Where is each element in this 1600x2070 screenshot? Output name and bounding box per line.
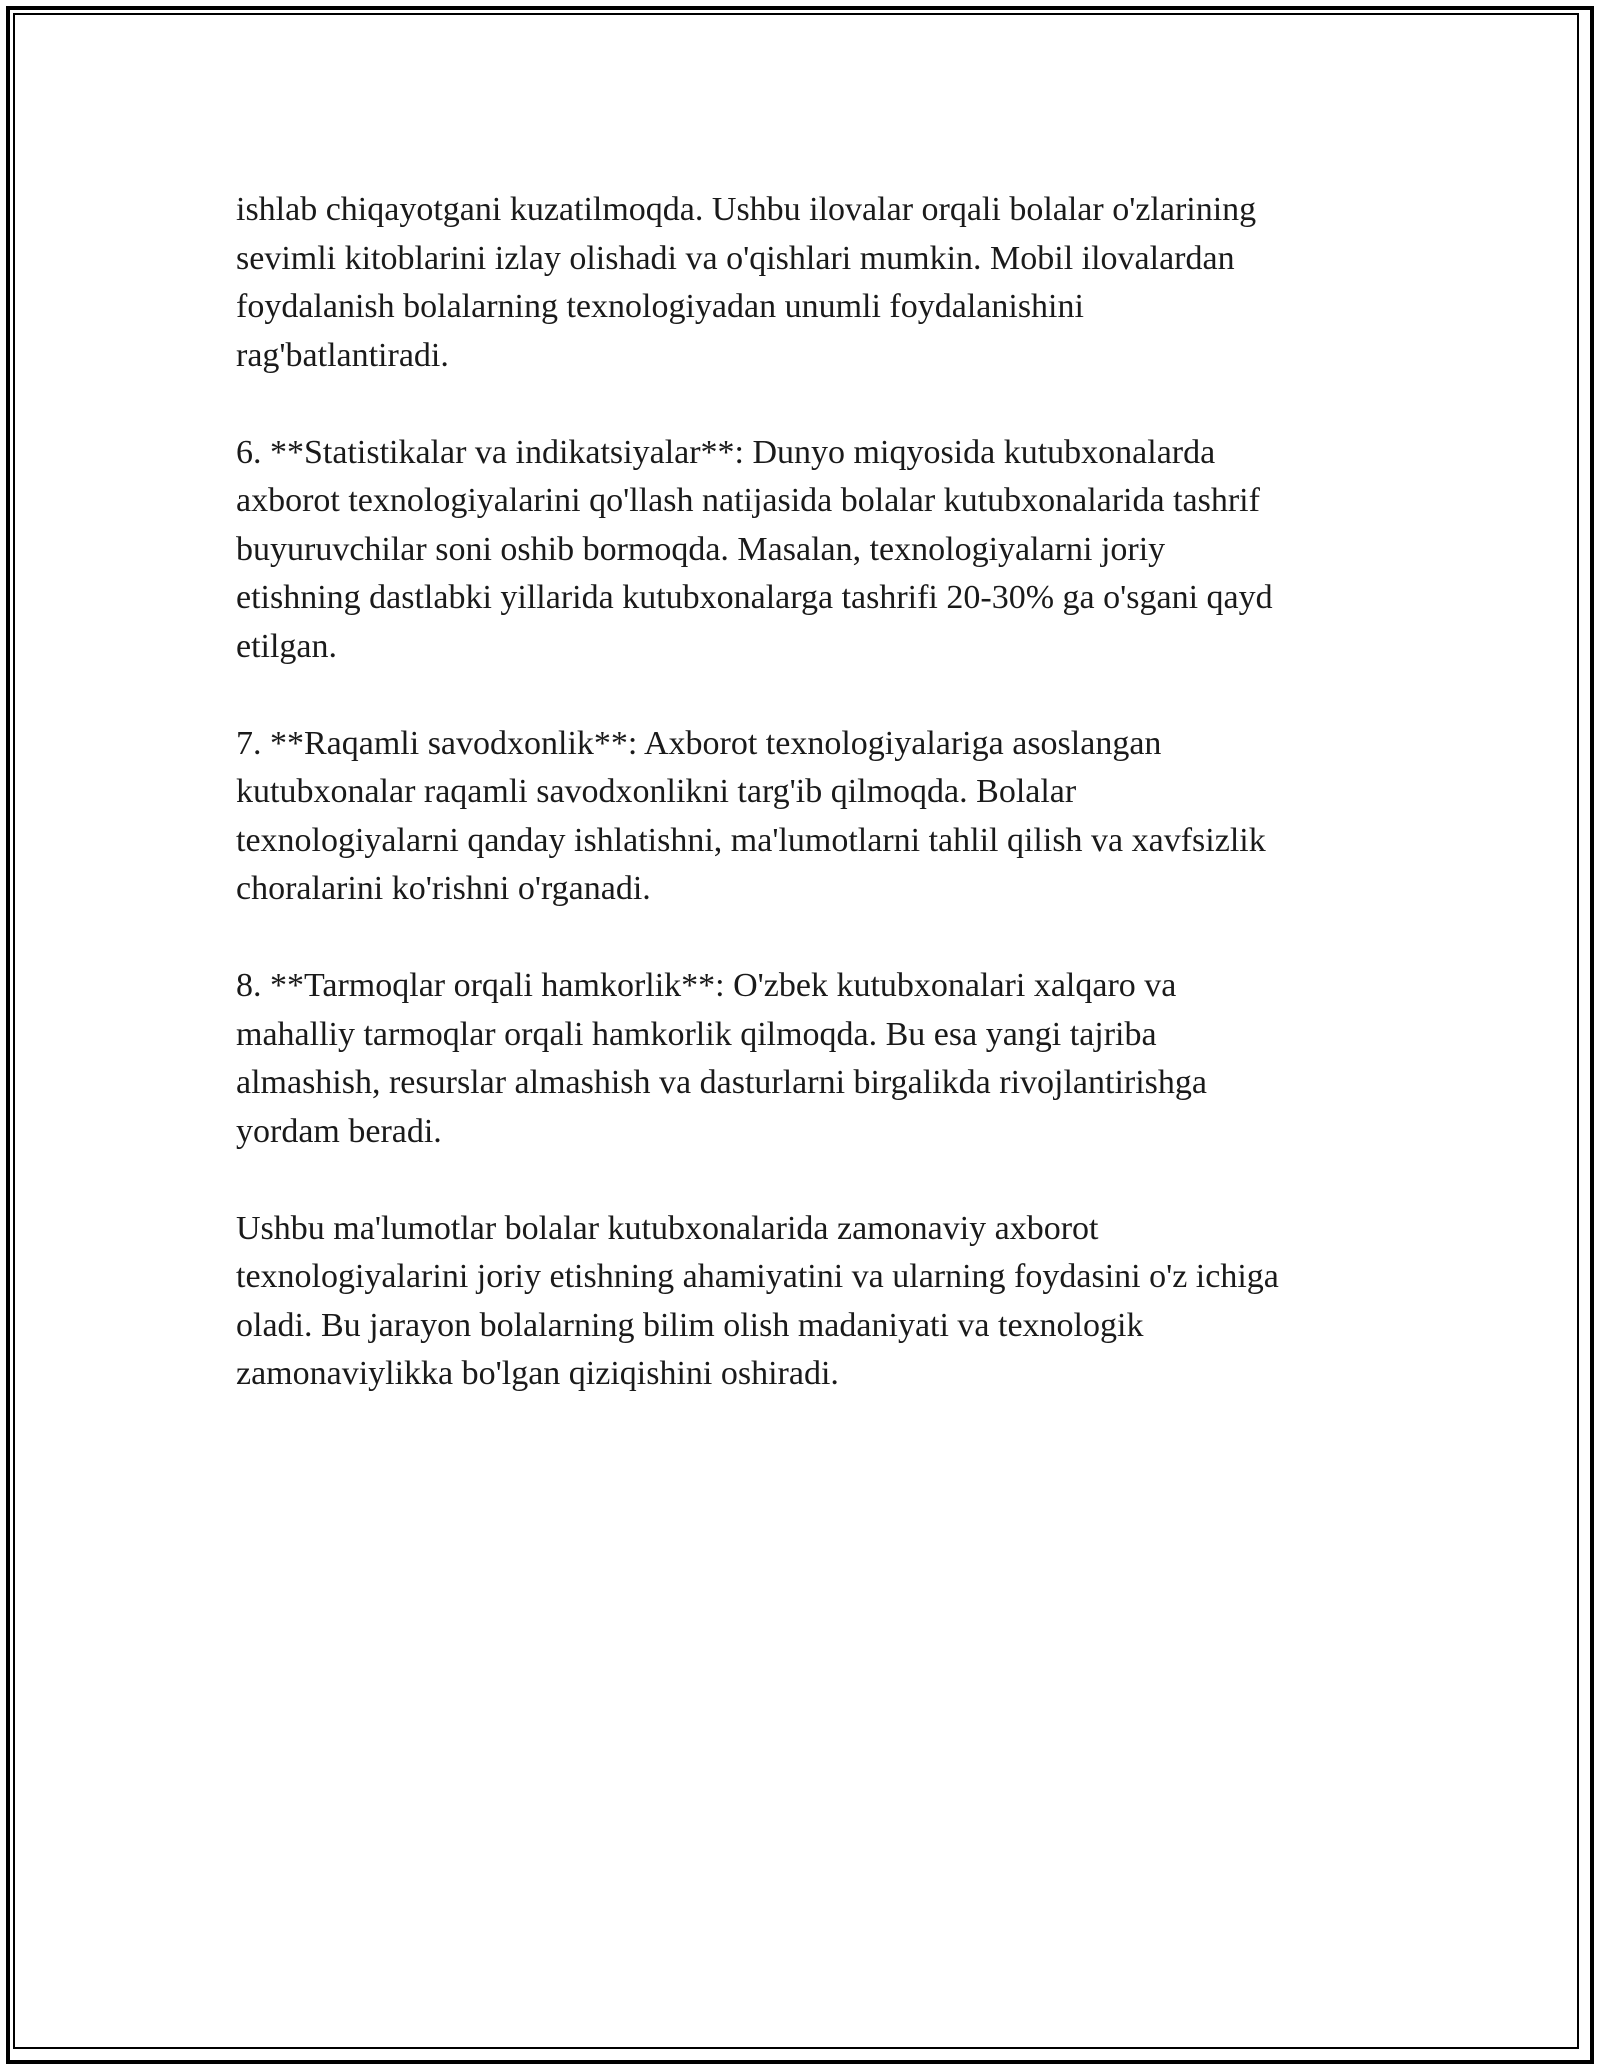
paragraph-network-cooperation: 8. **Tarmoqlar orqali hamkorlik**: O'zbek kutubxonalari xalqaro va mahalliy tarmoqlar orqali hamkorlik qilmoqda. Bu esa yangi tajriba almashish, resurslar almashish va dasturlarni birgalikda rivojlantirishga yordam beradi.: [236, 967, 1207, 1150]
paragraph-digital-literacy: 7. **Raqamli savodxonlik**: Axborot texnologiyalariga asoslangan kutubxonalar raqamli savodxonlikni targ'ib qilmoqda. Bolalar texnologiyalarni qanday ishlatishni, ma'lumotlarni tahlil qilish va xavfsizlik choralarini ko'rishni o'rganadi.: [236, 724, 1266, 907]
document-body: [236, 186, 1366, 1447]
paragraph-statistics: 6. **Statistikalar va indikatsiyalar**: Dunyo miqyosida kutubxonalarda axborot texnologiyalarini qo'llash natijasida bolalar kutubxonalarida tashrif buyuruvchilar soni oshib bormoqda. Masalan, texnologiyalarni joriy etishning dastlabki yillarida kutubxonalarga tashrifi 20-30% ga o'sgani qayd etilgan.: [236, 433, 1273, 665]
paragraph-conclusion: Ushbu ma'lumotlar bolalar kutubxonalarida zamonaviy axborot texnologiyalarini joriy etishning ahamiyatini va ularning foydasini o'z ichiga oladi. Bu jarayon bolalarning bilim olish madaniyati va texnologik zamonaviylikka bo'lgan qiziqishini oshiradi.: [236, 1209, 1279, 1392]
paragraph-mobile-apps: ishlab chiqayotgani kuzatilmoqda. Ushbu ilovalar orqali bolalar o'zlarining sevimli kitoblarini izlay olishadi va o'qishlari mumkin. Mobil ilovalardan foydalanish bolalarning texnologiyadan unumli foydalanishini rag'batlantiradi.: [236, 191, 1257, 374]
